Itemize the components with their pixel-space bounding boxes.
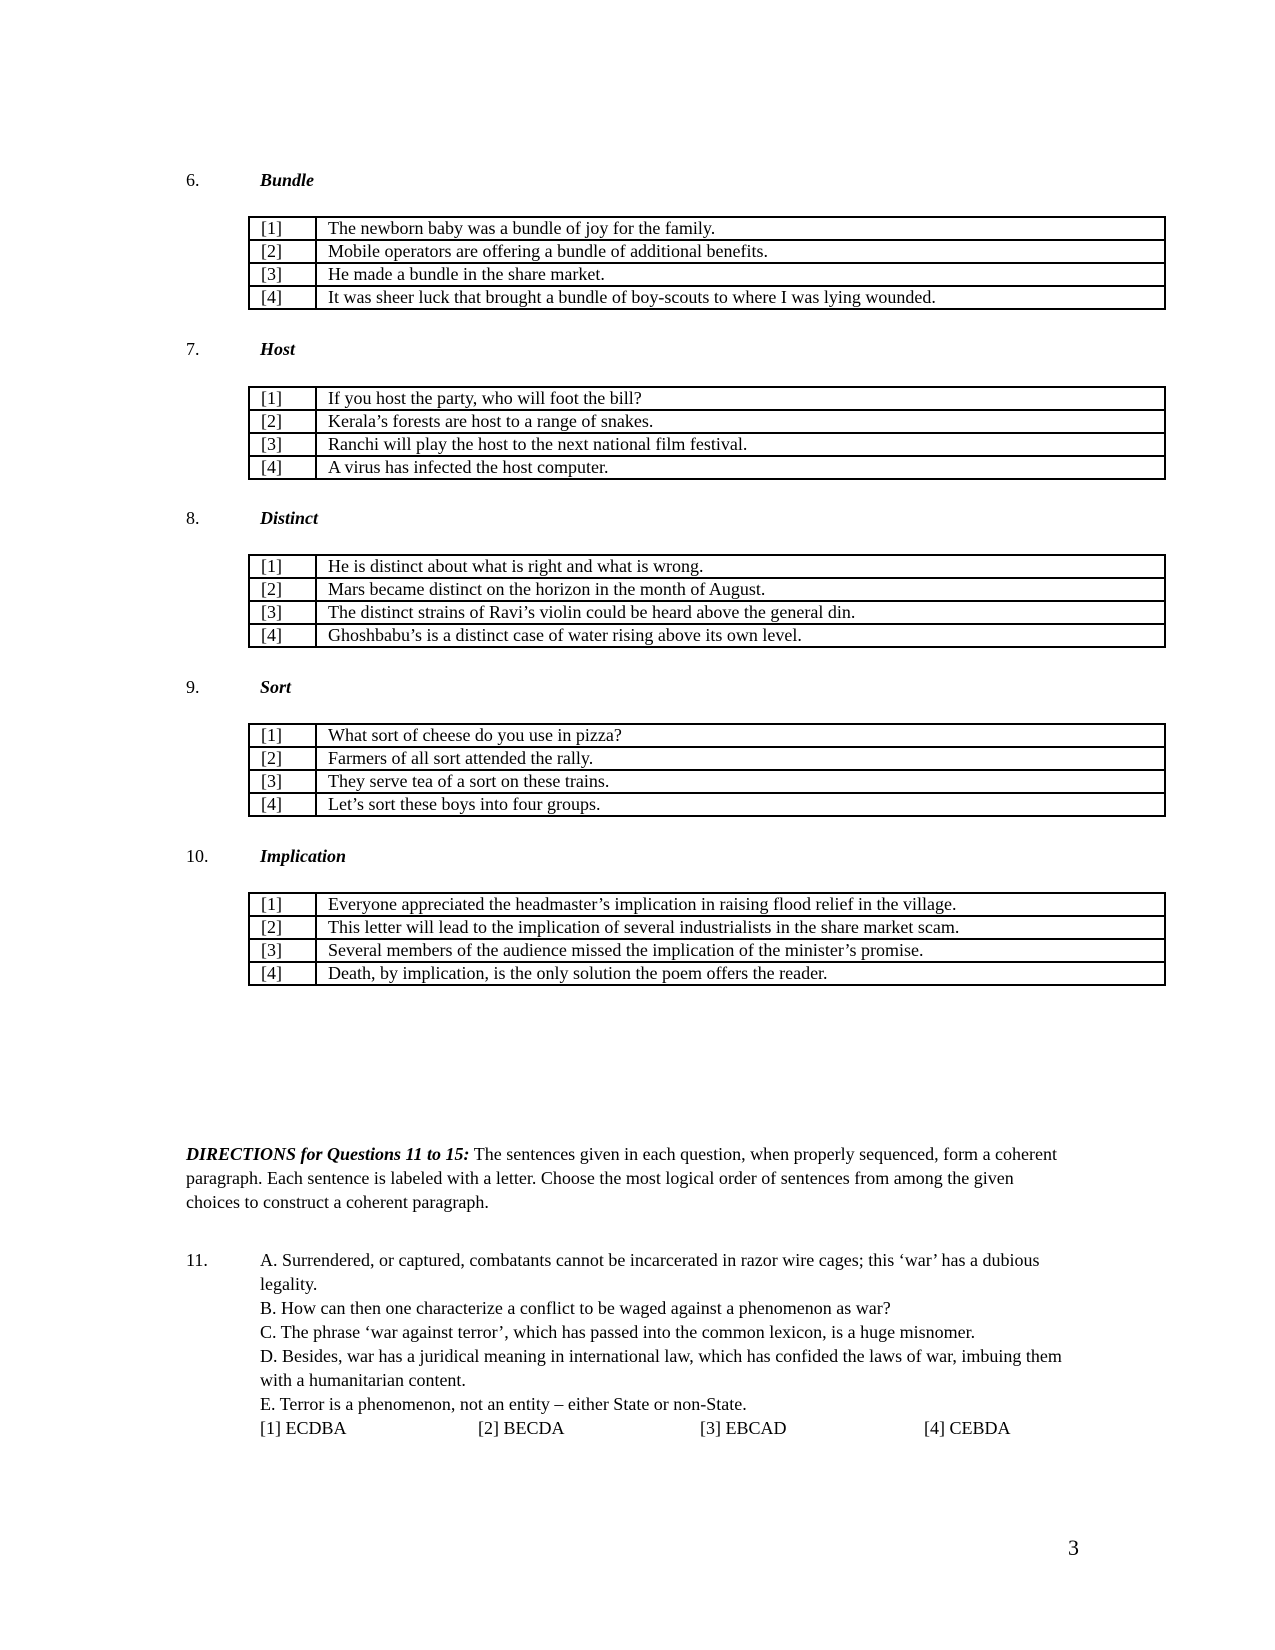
option-label: [4] (249, 962, 316, 985)
option-text: If you host the party, who will foot the bill? (316, 387, 1165, 410)
option-label: [4] (249, 624, 316, 647)
table-row (249, 770, 1165, 793)
option-text: Let’s sort these boys into four groups. (316, 793, 1165, 816)
question-word: Sort (260, 677, 292, 697)
option-label: [4] (249, 793, 316, 816)
table-row (249, 939, 1165, 962)
option-text: This letter will lead to the implication of several industrialists in the share market scam. (316, 916, 1165, 939)
table-row (249, 555, 1165, 578)
option-label: [2] (249, 410, 316, 433)
question-11 (260, 1248, 1090, 1440)
question-header (0, 844, 1275, 868)
options-table (248, 723, 1166, 817)
option-text: The distinct strains of Ravi’s violin could be heard above the general din. (316, 601, 1165, 624)
answer-choices (260, 1416, 1090, 1440)
question-word: Distinct (260, 508, 319, 528)
table-row (249, 387, 1165, 410)
option-label: [1] (249, 387, 316, 410)
option-text: He made a bundle in the share market. (316, 263, 1165, 286)
option-label: [2] (249, 578, 316, 601)
sentence-d: D. Besides, war has a juridical meaning in international law, which has confided the laws of war, imbuing them with a humanitarian content. (260, 1346, 1062, 1390)
option-label: [1] (249, 217, 316, 240)
option-label: [3] (249, 939, 316, 962)
option-text: Ghoshbabu’s is a distinct case of water rising above its own level. (316, 624, 1165, 647)
question-word: Implication (260, 846, 347, 866)
option-text: Death, by implication, is the only solution the poem offers the reader. (316, 962, 1165, 985)
question-number: 7. (186, 339, 200, 359)
question-number: 10. (186, 846, 209, 866)
option-text: They serve tea of a sort on these trains. (316, 770, 1165, 793)
option-text: Mobile operators are offering a bundle of additional benefits. (316, 240, 1165, 263)
table-row (249, 578, 1165, 601)
question-number: 8. (186, 508, 200, 528)
sentence-e: E. Terror is a phenomenon, not an entity – either State or non-State. (260, 1394, 747, 1414)
option-label: [3] (249, 263, 316, 286)
option-label: [3] (249, 433, 316, 456)
question-word: Host (260, 339, 296, 359)
sentence-a: A. Surrendered, or captured, combatants cannot be incarcerated in razor wire cages; this ‘war’ has a dubious legality. (260, 1250, 1040, 1294)
table-row (249, 893, 1165, 916)
question-header (0, 337, 1275, 361)
option-label: [3] (249, 601, 316, 624)
question-header (0, 506, 1275, 530)
table-row (249, 456, 1165, 479)
option-label: [1] (249, 724, 316, 747)
option-text: Ranchi will play the host to the next national film festival. (316, 433, 1165, 456)
question-header (0, 675, 1275, 699)
option-text: A virus has infected the host computer. (316, 456, 1165, 479)
table-row (249, 286, 1165, 309)
question-number: 6. (186, 170, 200, 190)
option-text: He is distinct about what is right and what is wrong. (316, 555, 1165, 578)
table-row (249, 433, 1165, 456)
option-label: [4] (249, 286, 316, 309)
table-row (249, 747, 1165, 770)
option-label: [2] (249, 747, 316, 770)
table-row (249, 217, 1165, 240)
option-text: Farmers of all sort attended the rally. (316, 747, 1165, 770)
option-label: [3] (249, 770, 316, 793)
table-row (249, 624, 1165, 647)
directions-heading: DIRECTIONS for Questions 11 to 15: (186, 1144, 470, 1164)
options-table (248, 386, 1166, 480)
table-row (249, 916, 1165, 939)
table-row (249, 410, 1165, 433)
table-row (249, 601, 1165, 624)
answer-choice: [4] CEBDA (924, 1418, 1011, 1438)
question-number: 11. (186, 1250, 208, 1270)
directions-body: The sentences given in each question, when properly sequenced, form a coherent paragraph. Each sentence is labeled with a letter. Choose the most logical order of sentences from among the given choices to construct a coherent paragraph. (186, 1144, 1058, 1212)
option-label: [2] (249, 240, 316, 263)
sentence-c: C. The phrase ‘war against terror’, which has passed into the common lexicon, is a huge misnomer. (260, 1322, 976, 1342)
page-number: 3 (1068, 1535, 1079, 1560)
question-word: Bundle (260, 170, 315, 190)
table-row (249, 962, 1165, 985)
option-label: [4] (249, 456, 316, 479)
option-text: Kerala’s forests are host to a range of snakes. (316, 410, 1165, 433)
option-text: Everyone appreciated the headmaster’s implication in raising flood relief in the village. (316, 893, 1165, 916)
option-text: Several members of the audience missed the implication of the minister’s promise. (316, 939, 1165, 962)
option-text: The newborn baby was a bundle of joy for the family. (316, 217, 1165, 240)
directions-paragraph (186, 1142, 1066, 1214)
table-row (249, 263, 1165, 286)
option-text: What sort of cheese do you use in pizza? (316, 724, 1165, 747)
options-table (248, 892, 1166, 986)
table-row (249, 793, 1165, 816)
answer-choice: [3] EBCAD (700, 1418, 787, 1438)
question-header (0, 168, 1275, 192)
option-label: [1] (249, 893, 316, 916)
option-label: [2] (249, 916, 316, 939)
sentence-b: B. How can then one characterize a conflict to be waged against a phenomenon as war? (260, 1298, 891, 1318)
option-text: Mars became distinct on the horizon in the month of August. (316, 578, 1165, 601)
answer-choice: [1] ECDBA (260, 1418, 347, 1438)
options-table (248, 554, 1166, 648)
question-number: 9. (186, 677, 200, 697)
table-row (249, 724, 1165, 747)
option-label: [1] (249, 555, 316, 578)
option-text: It was sheer luck that brought a bundle of boy-scouts to where I was lying wounded. (316, 286, 1165, 309)
options-table (248, 216, 1166, 310)
answer-choice: [2] BECDA (478, 1418, 565, 1438)
table-row (249, 240, 1165, 263)
